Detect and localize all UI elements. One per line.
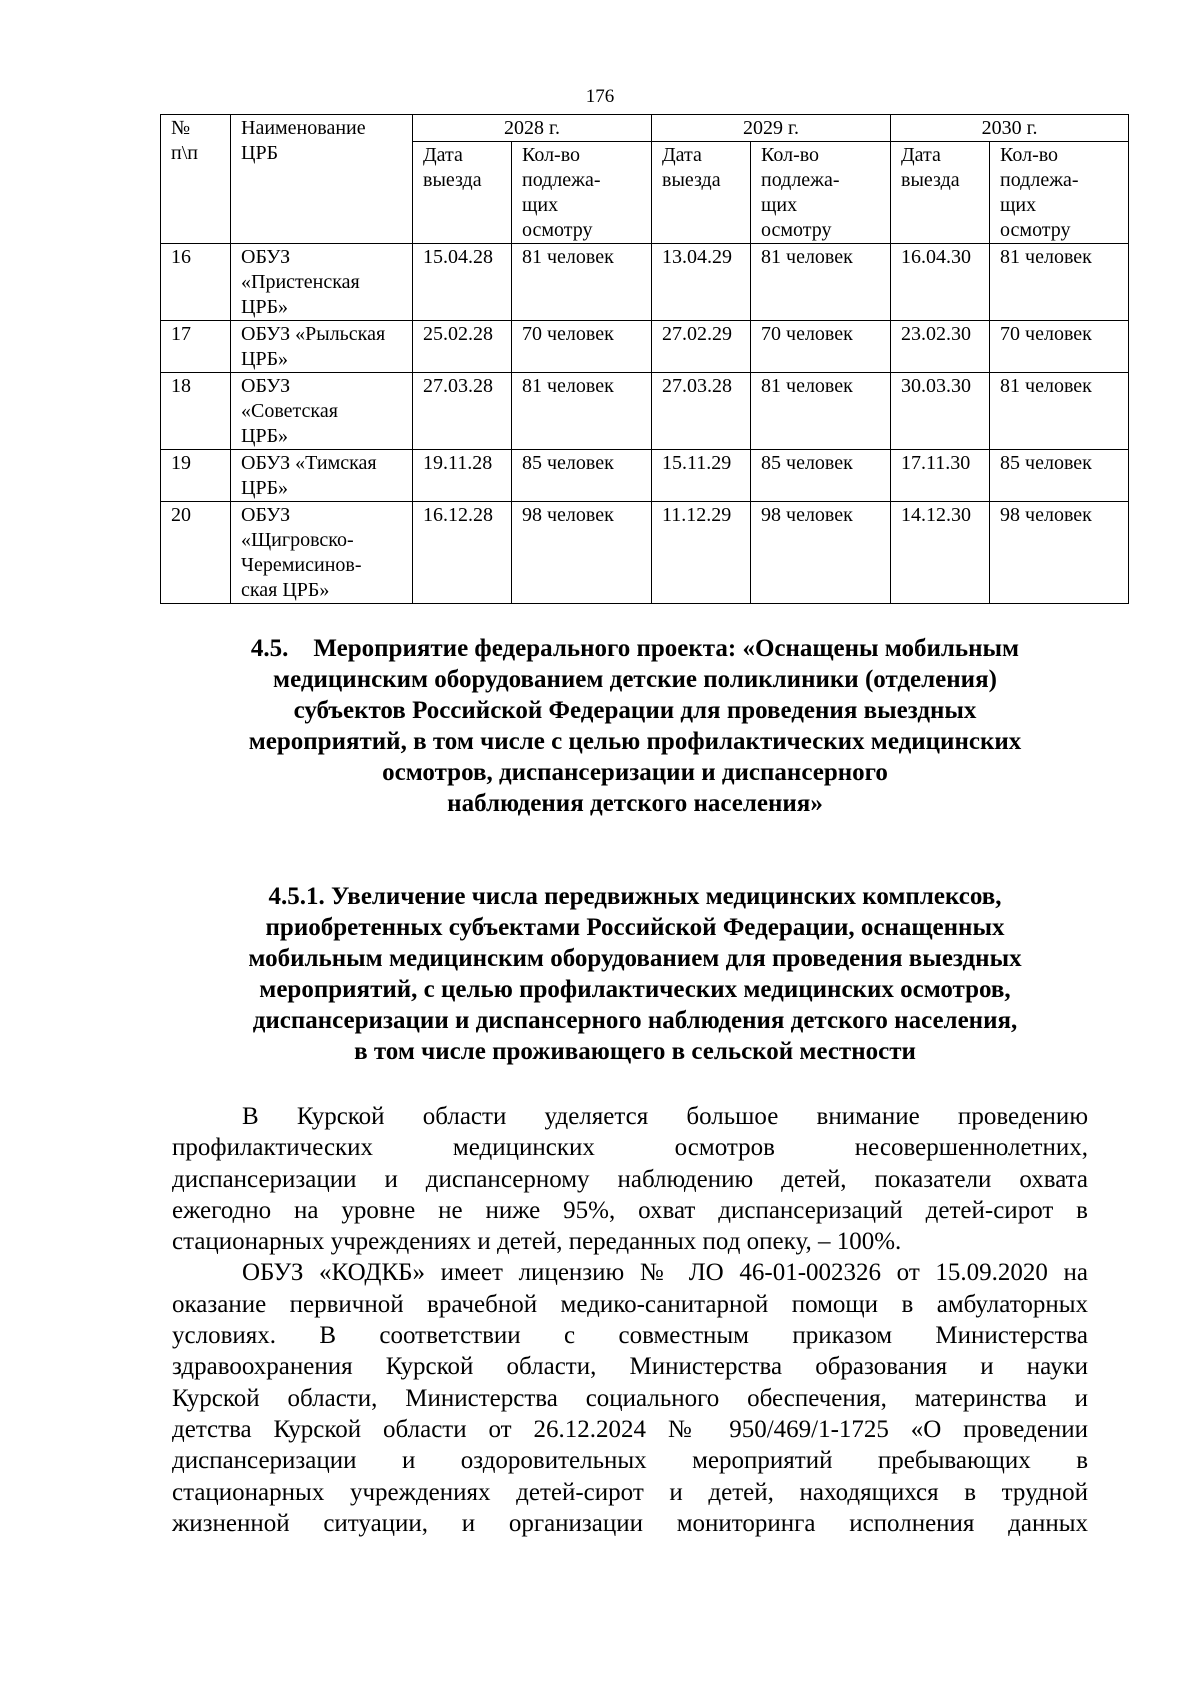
section-4-5-1-heading (160, 881, 1110, 1067)
section-4-5-heading (160, 633, 1110, 819)
table-row (161, 450, 1129, 502)
paragraph-line: оказание первичной врачебной медико-санитарной помощи в амбулаторных (172, 1290, 1088, 1318)
row-count-2028: 81 человек (512, 244, 652, 321)
row-date-2030: 23.02.30 (891, 321, 990, 373)
paragraph-line: ежегодно на уровне не ниже 95%, охват диспансеризаций детей-сирот в (172, 1196, 1088, 1224)
heading-line: приобретенных субъектами Российской Федерации, оснащенных (265, 914, 1005, 941)
row-hospital-name: ОБУЗ «Щигровско- Черемисинов- ская ЦРБ» (231, 502, 413, 604)
row-date-2029: 27.03.28 (652, 373, 751, 450)
row-date-2028: 16.12.28 (413, 502, 512, 604)
paragraph-line: диспансеризации и оздоровительных мероприятий пребывающих в (172, 1447, 1088, 1475)
header-name-cell: Наименование ЦРБ (231, 115, 413, 244)
page-number: 176 (585, 86, 615, 107)
header-count-cell: Кол-во подлежа- щих осмотру (990, 142, 1129, 244)
row-count-2028: 70 человек (512, 321, 652, 373)
row-date-2029: 11.12.29 (652, 502, 751, 604)
paragraph-line: диспансеризации и диспансерному наблюдению детей, показатели охвата (172, 1165, 1088, 1193)
heading-line: мобильным медицинским оборудованием для проведения выездных (248, 945, 1022, 972)
row-count-2029: 85 человек (751, 450, 891, 502)
row-num: 19 (161, 450, 231, 502)
paragraph-line: ОБУЗ «КОДКБ» имеет лицензию № ЛО 46-01-002326 от 15.09.2020 на (242, 1259, 1088, 1287)
row-count-2029: 81 человек (751, 373, 891, 450)
row-hospital-name: ОБУЗ «Пристенская ЦРБ» (231, 244, 413, 321)
paragraph-line: стационарных учреждениях и детей, переданных под опеку, – 100%. (172, 1228, 902, 1256)
heading-line: в том числе проживающего в сельской местности (354, 1038, 916, 1065)
paragraph-line: профилактических медицинских осмотров несовершеннолетних, (172, 1134, 1088, 1162)
row-date-2030: 30.03.30 (891, 373, 990, 450)
paragraph-line: детства Курской области от 26.12.2024 № 950/469/1-1725 «О проведении (172, 1415, 1088, 1443)
table-row (161, 502, 1129, 604)
header-year-2028: 2028 г. (413, 115, 652, 142)
header-num-cell: № п\п (161, 115, 231, 244)
heading-line: диспансеризации и диспансерного наблюдения детского населения, (252, 1007, 1018, 1034)
paragraph-line: В Курской области уделяется большое внимание проведению (242, 1103, 1088, 1130)
header-year-2030: 2030 г. (891, 115, 1129, 142)
heading-line: осмотров, диспансеризации и диспансерного (382, 759, 888, 786)
table-header-row (161, 115, 1129, 142)
heading-line: 4.5.1. Увеличение числа передвижных медицинских комплексов, (268, 883, 1002, 910)
row-count-2028: 98 человек (512, 502, 652, 604)
paragraph-line: стационарных учреждениях детей-сирот и детей, находящихся в трудной (172, 1478, 1088, 1506)
heading-line: субъектов Российской Федерации для проведения выездных (293, 697, 977, 724)
row-count-2030: 85 человек (990, 450, 1129, 502)
row-count-2030: 81 человек (990, 244, 1129, 321)
header-count-cell: Кол-во подлежа- щих осмотру (512, 142, 652, 244)
row-count-2030: 81 человек (990, 373, 1129, 450)
header-date-cell: Дата выезда (891, 142, 990, 244)
row-hospital-name: ОБУЗ «Советская ЦРБ» (231, 373, 413, 450)
paragraph-line: здравоохранения Курской области, Министерства образования и науки (172, 1353, 1088, 1381)
row-date-2028: 25.02.28 (413, 321, 512, 373)
row-date-2029: 15.11.29 (652, 450, 751, 502)
heading-line: медицинским оборудованием детские поликлиники (отделения) (273, 666, 997, 693)
row-num: 16 (161, 244, 231, 321)
paragraph-line: условиях. В соответствии с совместным приказом Министерства (172, 1322, 1088, 1350)
row-date-2028: 15.04.28 (413, 244, 512, 321)
table-row (161, 321, 1129, 373)
row-date-2030: 14.12.30 (891, 502, 990, 604)
body-paragraphs (172, 1101, 1088, 1539)
row-date-2028: 19.11.28 (413, 450, 512, 502)
header-date-cell: Дата выезда (652, 142, 751, 244)
heading-line: мероприятий, с целью профилактических медицинских осмотров, (259, 976, 1011, 1003)
row-count-2028: 85 человек (512, 450, 652, 502)
row-date-2029: 27.02.29 (652, 321, 751, 373)
row-date-2030: 16.04.30 (891, 244, 990, 321)
heading-line: 4.5. Мероприятие федерального проекта: «Оснащены мобильным (250, 635, 1020, 662)
row-date-2030: 17.11.30 (891, 450, 990, 502)
row-count-2028: 81 человек (512, 373, 652, 450)
row-count-2029: 70 человек (751, 321, 891, 373)
row-date-2028: 27.03.28 (413, 373, 512, 450)
inspection-schedule-table (160, 114, 1129, 604)
row-num: 17 (161, 321, 231, 373)
row-num: 18 (161, 373, 231, 450)
header-count-cell: Кол-во подлежа- щих осмотру (751, 142, 891, 244)
row-hospital-name: ОБУЗ «Рыльская ЦРБ» (231, 321, 413, 373)
row-num: 20 (161, 502, 231, 604)
table-row (161, 373, 1129, 450)
paragraph-line: Курской области, Министерства социального обеспечения, материнства и (172, 1384, 1088, 1412)
heading-line: мероприятий, в том числе с целью профилактических медицинских (248, 728, 1022, 755)
paragraph-line: жизненной ситуации, и организации мониторинга исполнения данных (172, 1509, 1088, 1537)
row-hospital-name: ОБУЗ «Тимская ЦРБ» (231, 450, 413, 502)
row-count-2029: 81 человек (751, 244, 891, 321)
row-count-2030: 98 человек (990, 502, 1129, 604)
table-row (161, 244, 1129, 321)
header-date-cell: Дата выезда (413, 142, 512, 244)
heading-line: наблюдения детского населения» (447, 790, 823, 817)
header-year-2029: 2029 г. (652, 115, 891, 142)
row-count-2029: 98 человек (751, 502, 891, 604)
row-count-2030: 70 человек (990, 321, 1129, 373)
row-date-2029: 13.04.29 (652, 244, 751, 321)
